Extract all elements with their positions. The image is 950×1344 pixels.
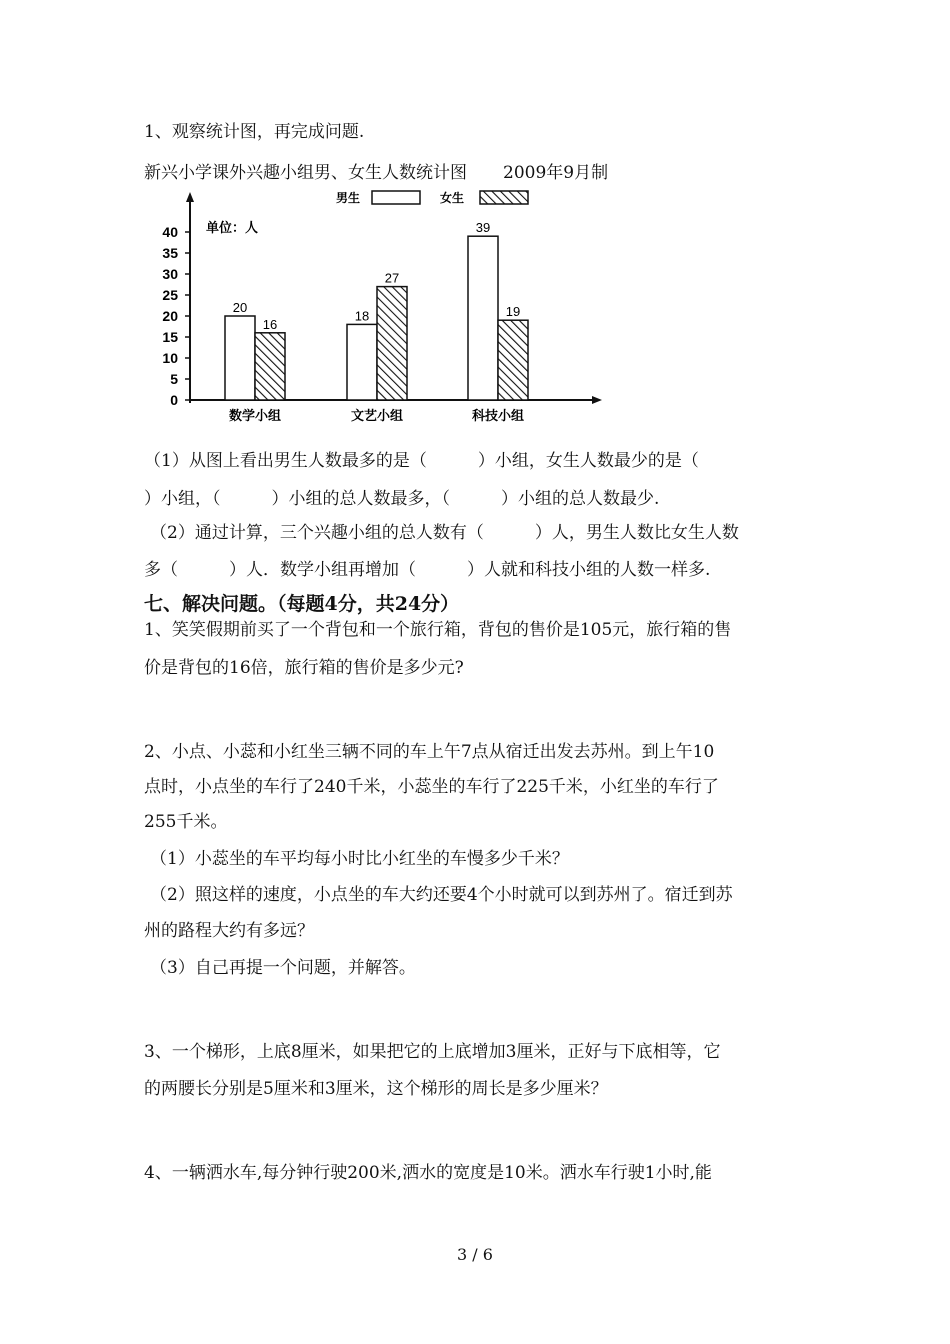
chart-date: 2009年9月制 (503, 163, 609, 183)
problem-1-line1: 1、笑笑假期前买了一个背包和一个旅行箱，背包的售价是105元，旅行箱的售 (144, 620, 732, 640)
sub-question-2-line2: 多（ ）人．数学小组再增加（ ）人就和科技小组的人数一样多. (144, 560, 711, 580)
problem-2-sub2-line2: 州的路程大约有多远？ (144, 921, 314, 941)
y-axis-arrow (186, 192, 194, 202)
bars (225, 220, 528, 400)
chart-legend (336, 190, 528, 205)
problem-2-line2: 点时，小点坐的车行了240千米，小蕊坐的车行了225千米，小红坐的车行了 (144, 777, 719, 797)
section-7-heading: 七、解决问题。（每题4分，共24分） (144, 593, 460, 615)
y-ticks (162, 224, 190, 408)
question-1-title: 1、观察统计图，再完成问题. (144, 122, 365, 142)
legend-label-boys: 男生 (336, 191, 361, 205)
bar-value-label: 20 (232, 300, 248, 315)
chart-caption-text: 新兴小学课外兴趣小组男、女生人数统计图 (144, 163, 467, 183)
y-tick-label: 30 (162, 266, 178, 282)
page-number: 3 / 6 (457, 1245, 493, 1264)
legend-swatch-girls (480, 191, 528, 204)
problem-1-line2: 价是背包的16倍，旅行箱的售价是多少元? (144, 658, 464, 678)
bar-girls (498, 320, 528, 400)
bar-girls (255, 333, 285, 400)
problem-2-sub3: （3）自己再提一个问题，并解答。 (150, 958, 416, 978)
y-tick-label: 25 (162, 287, 178, 303)
bar-boys (468, 236, 498, 400)
unit-label: 单位：人 (206, 220, 259, 235)
bar-value-label: 18 (354, 308, 370, 324)
category-label: 文艺小组 (350, 408, 404, 423)
y-tick-label: 15 (162, 329, 178, 345)
problem-4-line1: 4、一辆洒水车,每分钟行驶200米,洒水的宽度是10米。洒水车行驶1小时,能 (144, 1163, 712, 1183)
sub-question-1-line1: （1）从图上看出男生人数最多的是（ ）小组，女生人数最少的是（ (144, 451, 699, 471)
bar-value-label: 16 (262, 316, 278, 332)
y-tick-label: 10 (162, 350, 178, 366)
bar-boys (225, 316, 255, 400)
x-axis-arrow (592, 396, 602, 404)
bar-boys (347, 324, 377, 400)
category-labels (229, 408, 524, 423)
problem-2-sub2-line1: （2）照这样的速度，小点坐的车大约还要4个小时就可以到苏州了。宿迁到苏 (150, 885, 733, 905)
problem-2-line1: 2、小点、小蕊和小红坐三辆不同的车上午7点从宿迁出发去苏州。到上午10 (144, 742, 715, 762)
problem-2-line3: 255千米。 (144, 812, 228, 832)
bar-value-label: 39 (475, 220, 491, 236)
bar-girls (377, 287, 407, 400)
problem-2-sub1: （1）小蕊坐的车平均每小时比小红坐的车慢多少千米？ (150, 849, 569, 869)
y-tick-label: 20 (162, 308, 178, 324)
sub-question-2-line1: （2）通过计算，三个兴趣小组的总人数有（ ）人，男生人数比女生人数 (150, 523, 739, 543)
legend-label-girls: 女生 (440, 191, 465, 205)
category-label: 数学小组 (228, 408, 282, 423)
y-tick-label: 40 (162, 224, 178, 240)
bar-value-label: 19 (505, 304, 521, 320)
problem-3-line1: 3、一个梯形，上底8厘米，如果把它的上底增加3厘米，正好与下底相等，它 (144, 1042, 721, 1062)
bar-chart (140, 188, 610, 428)
legend-swatch-boys (372, 191, 420, 204)
y-tick-label: 35 (162, 245, 178, 261)
problem-3-line2: 的两腰长分别是5厘米和3厘米，这个梯形的周长是多少厘米？ (144, 1079, 608, 1099)
category-label: 科技小组 (471, 408, 525, 423)
sub-question-1-line2: ）小组，（ ）小组的总人数最多，（ ）小组的总人数最少. (144, 489, 660, 509)
y-tick-label: 5 (170, 371, 178, 387)
y-tick-label: 0 (170, 392, 178, 408)
chart-caption (144, 158, 608, 183)
bar-value-label: 27 (384, 270, 400, 286)
